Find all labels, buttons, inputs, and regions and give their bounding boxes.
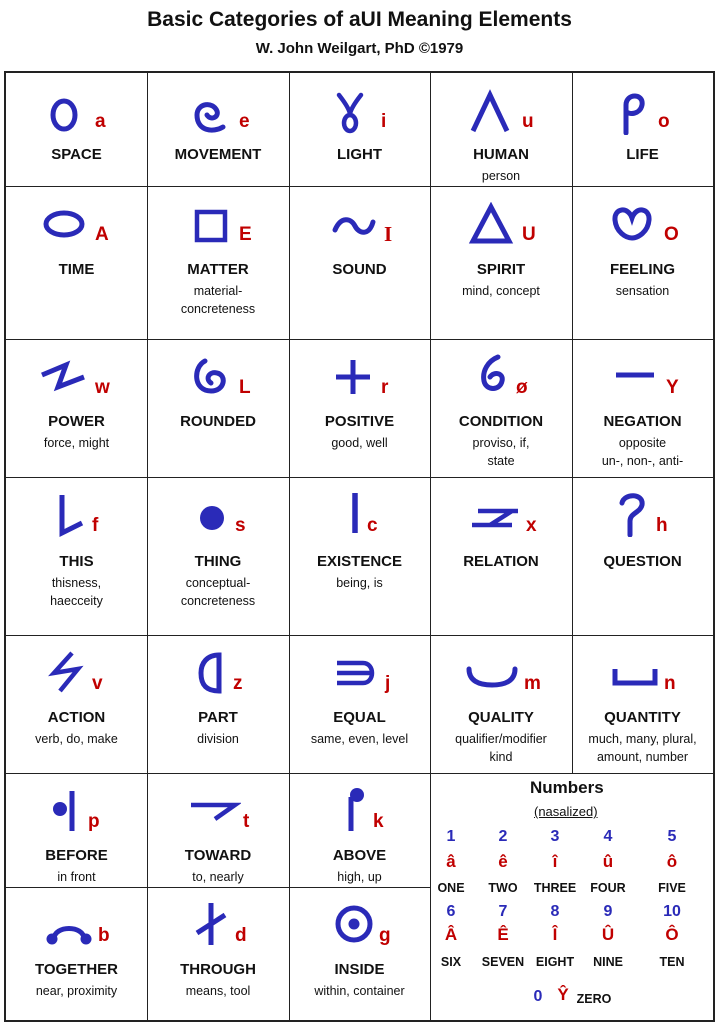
cell-human [430, 73, 572, 186]
cell-thing [147, 477, 289, 635]
number-word: THREE [533, 881, 577, 895]
number-word-zero: ZERO [576, 992, 612, 1006]
cell-feeling [572, 186, 713, 339]
category-name: HUMAN [473, 146, 529, 163]
phoneme-letter: z [233, 673, 243, 694]
equal-icon [333, 657, 379, 689]
category-name: PART [198, 709, 238, 726]
number-digit: 9 [603, 903, 613, 920]
phoneme-letter: t [243, 811, 250, 832]
cell-negation [572, 339, 713, 477]
cell-spirit [430, 186, 572, 339]
cell-part [147, 635, 289, 773]
cell-quality [430, 635, 572, 773]
cell-condition [430, 339, 572, 477]
number-digit: 4 [603, 828, 613, 845]
category-name: SOUND [332, 261, 387, 278]
six-icon [476, 353, 510, 397]
category-name: CONDITION [458, 413, 544, 430]
meaning-grid [4, 71, 715, 1022]
cup-icon [464, 663, 520, 691]
category-name: BEFORE [45, 847, 108, 864]
category-description: opposite un-, non-, anti- [601, 436, 684, 468]
number-vowel: ô [666, 852, 678, 871]
category-name: RELATION [463, 553, 539, 570]
cell-above [289, 773, 430, 887]
cell-quantity [572, 635, 713, 773]
phoneme-letter: c [367, 515, 378, 536]
number-vowel: Û [601, 925, 615, 944]
phoneme-letter: w [95, 377, 110, 398]
toward-icon [185, 799, 241, 825]
number-vowel: â [446, 852, 456, 871]
page-title: Basic Categories of aUI Meaning Elements [147, 8, 572, 31]
caret-icon [468, 89, 512, 135]
heart-icon [610, 204, 654, 244]
category-name: FEELING [609, 261, 675, 278]
cell-life [572, 73, 713, 186]
category-name: TIME [58, 261, 95, 278]
phoneme-letter: I [384, 222, 393, 246]
number-word: FIVE [658, 881, 686, 895]
half-icon [197, 651, 229, 695]
phoneme-letter: i [381, 111, 387, 132]
category-name: POWER [48, 413, 105, 430]
category-description: to, nearly [192, 870, 244, 884]
phoneme-letter: u [522, 111, 534, 132]
cell-action [6, 635, 147, 773]
target-icon [333, 903, 375, 945]
category-name: THING [194, 553, 242, 570]
category-description: force, might [43, 436, 110, 450]
category-description: high, up [337, 870, 382, 884]
before-icon [50, 787, 86, 835]
phoneme-letter: Y [666, 377, 679, 398]
phoneme-letter: O [664, 224, 679, 245]
phoneme-letter: s [235, 515, 246, 536]
phoneme-letter: n [664, 673, 676, 694]
category-description: person [481, 169, 521, 183]
cell-question [572, 477, 713, 635]
phoneme-letter: p [88, 811, 100, 832]
circle-icon [44, 95, 84, 135]
number-vowel: ê [498, 852, 508, 871]
number-word: SIX [440, 955, 462, 969]
dot-icon [197, 503, 227, 533]
category-description: mind, concept [462, 284, 540, 298]
category-name: ROUNDED [180, 413, 256, 430]
cell-toward [147, 773, 289, 887]
number-vowel: û [602, 852, 614, 871]
category-name: THIS [59, 553, 94, 570]
category-name: SPIRIT [476, 261, 526, 278]
phoneme-letter: o [658, 111, 670, 132]
number-digit: 3 [550, 828, 560, 845]
hook-icon [616, 491, 650, 537]
cell-matter [147, 186, 289, 339]
category-description: much, many, plural, amount, number [588, 732, 697, 764]
category-name: EXISTENCE [316, 553, 403, 570]
ellipse-icon [40, 206, 88, 242]
category-name: INSIDE [334, 961, 385, 978]
cell-positive [289, 339, 430, 477]
category-name: TOGETHER [34, 961, 119, 978]
number-digit: 10 [663, 903, 681, 920]
number-word: SEVEN [481, 955, 525, 969]
bolt-icon [48, 649, 88, 695]
plus-icon [333, 357, 373, 397]
category-description: thisness, haecceity [50, 576, 103, 608]
number-digit-zero: 0 [533, 988, 543, 1005]
category-description: within, container [314, 984, 405, 998]
number-vowel: Ô [665, 925, 679, 944]
number-word: TEN [659, 955, 685, 969]
number-digit: 7 [498, 903, 508, 920]
number-word: NINE [593, 955, 623, 969]
phoneme-letter: v [92, 673, 103, 694]
category-description: sensation [615, 284, 670, 298]
sprout-icon [614, 89, 650, 135]
curl-icon [191, 355, 231, 397]
phoneme-letter: g [379, 925, 391, 946]
number-word: ONE [437, 881, 465, 895]
phoneme-letter: A [95, 224, 109, 245]
number-digit: 1 [446, 828, 456, 845]
this-icon [52, 491, 88, 539]
tray-icon [610, 665, 660, 689]
flame-icon [334, 91, 366, 135]
arch-icon [44, 917, 94, 947]
number-word: EIGHT [535, 955, 575, 969]
category-name: LIGHT [337, 146, 382, 163]
number-digit: 5 [667, 828, 677, 845]
square-icon [193, 208, 229, 244]
category-description: good, well [331, 436, 388, 450]
category-description: qualifier/modifier kind [455, 732, 547, 764]
category-name: QUANTITY [604, 709, 681, 726]
category-description: verb, do, make [35, 732, 118, 746]
cell-sound [289, 186, 430, 339]
page-subtitle: W. John Weilgart, PhD ©1979 [255, 40, 464, 57]
phoneme-letter: r [381, 377, 389, 398]
phoneme-letter: d [235, 925, 247, 946]
cell-inside [289, 887, 430, 1020]
phoneme-letter: h [656, 515, 668, 536]
number-word: FOUR [590, 881, 626, 895]
phoneme-letter: f [92, 515, 99, 536]
tilde-icon [331, 212, 377, 242]
number-vowel: Î [552, 925, 558, 944]
relation-icon [468, 505, 522, 531]
category-name: LIFE [626, 146, 659, 163]
number-digit: 6 [446, 903, 456, 920]
phoneme-letter: m [524, 673, 541, 694]
category-name: QUESTION [603, 553, 682, 570]
category-name: THROUGH [180, 961, 256, 978]
category-name: ABOVE [332, 847, 387, 864]
phoneme-letter: a [95, 111, 106, 132]
cell-light [289, 73, 430, 186]
phoneme-letter: e [239, 111, 250, 132]
phoneme-letter: x [526, 515, 537, 536]
phoneme-letter: U [522, 224, 536, 245]
category-name: MOVEMENT [174, 146, 262, 163]
cell-time [6, 186, 147, 339]
category-description: being, is [336, 576, 383, 590]
above-icon [341, 785, 371, 835]
numbers-panel [430, 773, 713, 1020]
category-name: POSITIVE [324, 413, 395, 430]
zigzag-icon [38, 359, 90, 395]
number-vowel: Â [444, 925, 458, 944]
number-word: TWO [488, 881, 518, 895]
minus-icon [612, 367, 658, 383]
category-name: SPACE [51, 146, 102, 163]
number-vowel: Ê [497, 925, 509, 944]
category-description: same, even, level [310, 732, 409, 746]
phoneme-letter: ø [516, 377, 528, 398]
numbers-title: Numbers [530, 778, 604, 797]
category-name: MATTER [187, 261, 249, 278]
category-description: means, tool [185, 984, 251, 998]
cell-this [6, 477, 147, 635]
cell-before [6, 773, 147, 887]
cell-existence [289, 477, 430, 635]
numbers-note: (nasalized) [534, 804, 598, 819]
phoneme-letter: L [239, 377, 251, 398]
cell-equal [289, 635, 430, 773]
cell-relation [430, 477, 572, 635]
cell-movement [147, 73, 289, 186]
cell-through [147, 887, 289, 1020]
number-digit: 2 [498, 828, 508, 845]
phoneme-letter: b [98, 925, 110, 946]
category-description: in front [57, 870, 96, 884]
bar-icon [345, 489, 365, 537]
category-name: TOWARD [184, 847, 252, 864]
category-description: material- concreteness [180, 284, 256, 316]
category-description: division [197, 732, 239, 746]
cell-together [6, 887, 147, 1020]
category-name: NEGATION [603, 413, 682, 430]
phoneme-letter: E [239, 224, 252, 245]
category-description: conceptual- concreteness [180, 576, 256, 608]
category-name: QUALITY [468, 709, 534, 726]
phoneme-letter: k [373, 811, 384, 832]
cell-space [6, 73, 147, 186]
category-description: near, proximity [35, 984, 118, 998]
number-vowel-zero: Ŷ [557, 985, 569, 1004]
category-description: proviso, if, state [472, 436, 530, 468]
category-name: ACTION [47, 709, 106, 726]
phoneme-letter: j [385, 673, 391, 694]
number-vowel: î [552, 852, 558, 871]
triangle-icon [468, 202, 514, 246]
number-digit: 8 [550, 903, 560, 920]
spiral-icon [189, 95, 233, 135]
cell-rounded [147, 339, 289, 477]
cell-power [6, 339, 147, 477]
through-icon [193, 899, 231, 949]
category-name: EQUAL [333, 709, 386, 726]
